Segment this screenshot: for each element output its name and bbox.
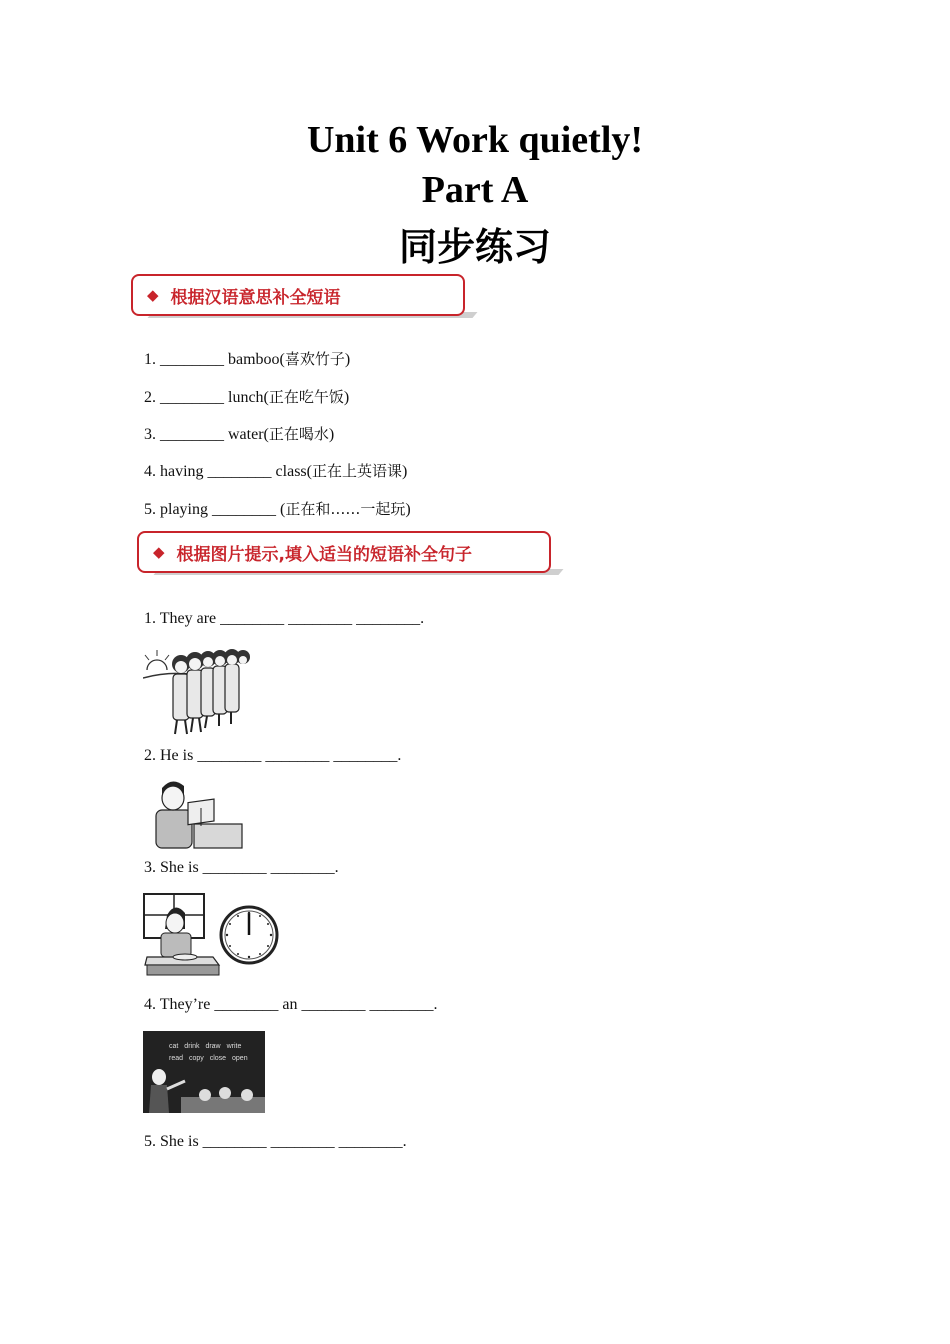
page-part: Part A (421, 169, 529, 211)
diamond-icon: ◆ (147, 286, 159, 304)
boy-reading-image (150, 774, 244, 850)
s1-item-5: 5. playing ________ (正在和……一起玩) (144, 500, 411, 518)
s2-item-2: 2. He is ________ ________ ________. (144, 747, 402, 764)
s2-item-5: 5. She is ________ ________ ________. (144, 1133, 407, 1150)
s2-item-4: 4. They’re ________ an ________ ________. (144, 996, 438, 1013)
s2-item-1: 1. They are ________ ________ ________. (144, 610, 425, 627)
children-walking-image (143, 640, 253, 736)
page-subtitle: 同步练习 (398, 225, 551, 269)
clock-icon (221, 907, 277, 963)
section-2-label: 根据图片提示,填入适当的短语补全句子 (176, 544, 473, 565)
s2-item-3: 3. She is ________ ________. (144, 859, 339, 876)
s1-item-4: 4. having ________ class(正在上英语课) (144, 462, 408, 480)
section-1-label: 根据汉语意思补全短语 (170, 287, 341, 308)
section-1-header (131, 274, 465, 316)
s1-item-1: 1. ________ bamboo(喜欢竹子) (144, 350, 351, 368)
s1-item-3: 3. ________ water(正在喝水) (144, 425, 335, 443)
diamond-icon: ◆ (153, 543, 165, 561)
s1-item-2: 2. ________ lunch(正在吃午饭) (144, 388, 350, 406)
girl-eating-lunch-image (143, 893, 283, 977)
section-2-header (137, 531, 551, 573)
blackboard-words: cat drink draw write read copy close open (169, 1043, 248, 1062)
english-class-image (143, 1031, 265, 1113)
page-title: Unit 6 Work quietly! (306, 119, 644, 161)
